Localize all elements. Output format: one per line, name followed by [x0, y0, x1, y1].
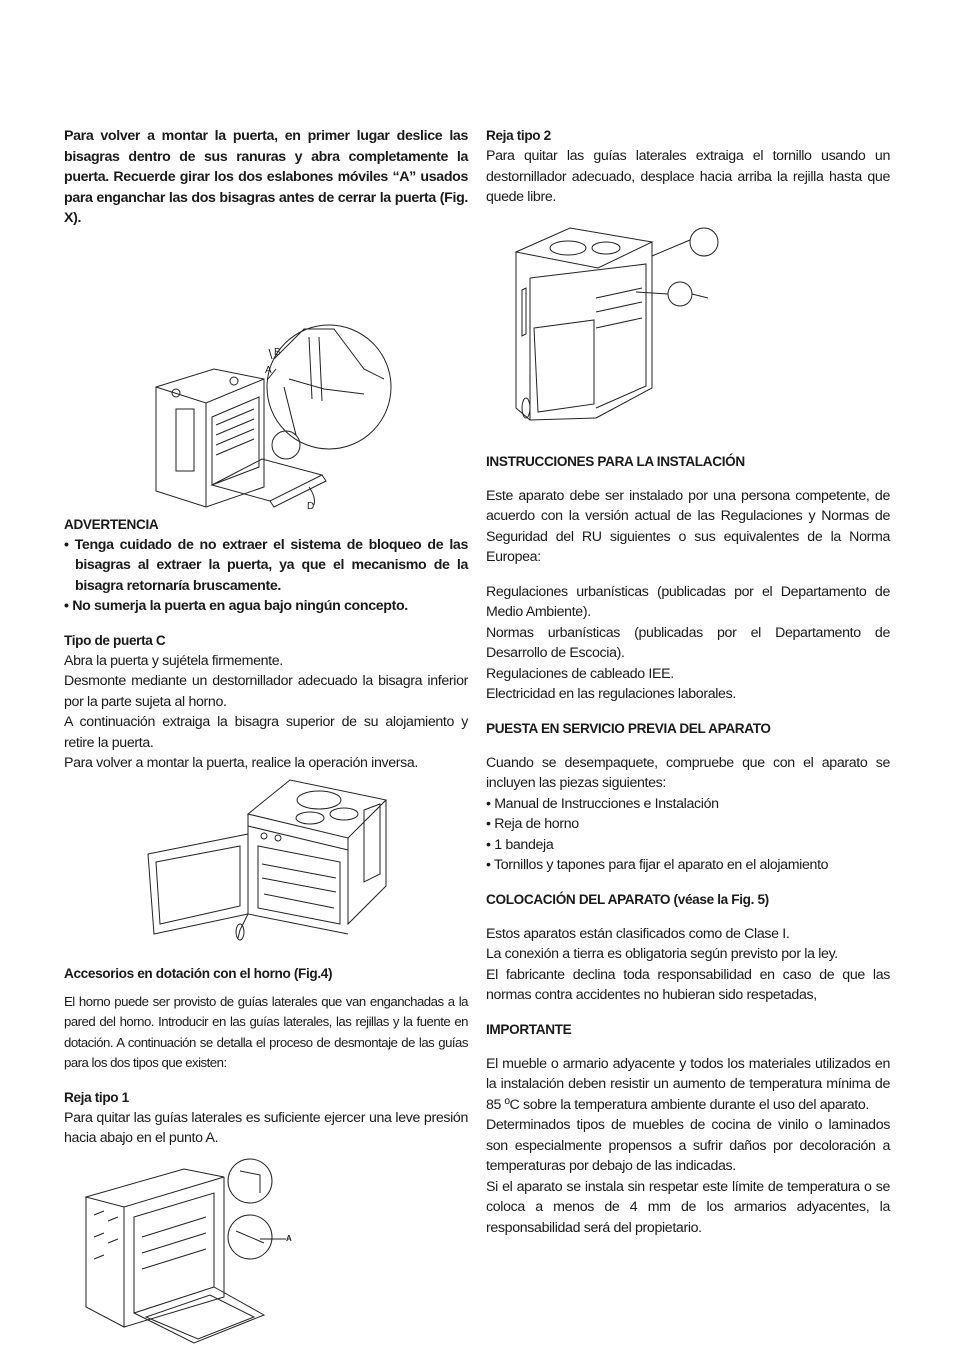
warning-title: ADVERTENCIA: [64, 516, 159, 532]
service-item-1: • Manual de Instrucciones e Instalación: [486, 795, 719, 812]
door-c-line-3: A continuación extraiga la bisagra superior de su alojamiento y retire la puerta.: [64, 714, 468, 751]
regulation-1: Regulaciones urbanísticas (publicadas por el Departamento de Medio Ambiente).: [486, 583, 890, 620]
right-column: [486, 126, 890, 1238]
install-text: Este aparato debe ser instalado por una persona competente, de acuerdo con la versión actual de las Regulaciones y Normas de Seguridad del RU siguientes o sus equivalentes de la Norma Europea:: [486, 487, 890, 565]
regulation-4: Electricidad en las regulaciones laborales.: [486, 686, 736, 702]
service-item-3: • 1 bandeja: [486, 836, 554, 853]
placement-line-1: Estos aparatos están clasificados como de Clase I.: [486, 925, 790, 942]
intro-paragraph: Para volver a montar la puerta, en primer lugar deslice las bisagras dentro de sus ranuras y abra completamente la puerta. Recuerde girar los dos eslabones móviles “A” usados para enganchar las dos bisagras antes de cerrar la puerta (Fig. X).: [64, 128, 468, 226]
label-a: A: [265, 364, 272, 376]
rack2-text: Para quitar las guías laterales extraiga el tornillo usando un destornillador adecuado, desplace hacia arriba la rejilla hasta que quede libre.: [486, 148, 890, 205]
rack-type-2-diagram: [486, 208, 890, 452]
oven-open-door-diagram: [64, 774, 468, 964]
service-item-4: • Tornillos y tapones para fijar el aparato en el alojamiento: [486, 857, 829, 873]
label-a-rack1: A: [286, 1233, 292, 1243]
oven-door-hinge-diagram: [64, 229, 468, 515]
placement-line-3: El fabricante declina toda responsabilidad en caso de que las normas contra accidentes no hubieran sido respetadas,: [486, 966, 890, 1003]
important-title: IMPORTANTE: [486, 1021, 572, 1037]
figure-rack-type-2: [486, 208, 890, 452]
service-item-2: • Reja de horno: [486, 816, 579, 832]
accessories-text: El horno puede ser provisto de guías laterales que van enganchadas a la pared del horno. Introducir en las guías laterales, las rejillas y la fuente en dotación. A continuación se detalla el proceso de desmontaje de las guías para los dos tipos que existen:: [64, 993, 468, 1070]
label-b: B: [274, 346, 281, 358]
important-line-2: Determinados tipos de muebles de cocina de vinilo o laminados son especialmente propensos a sufrir daños por decoloración a temperaturas por debajo de las indicadas.: [486, 1117, 890, 1174]
label-d: D: [307, 500, 315, 512]
rack-type-1-diagram: [64, 1157, 468, 1357]
figure-door-hinges: [64, 229, 468, 515]
service-title: PUESTA EN SERVICIO PREVIA DEL APARATO: [486, 720, 771, 736]
left-column: [64, 126, 468, 1357]
door-c-line-1: Abra la puerta y sujétela firmemente.: [64, 652, 283, 669]
important-line-1: El mueble o armario adyacente y todos los materiales utilizados en la instalación deben resistir un aumento de temperatura mínima de 85 ºC sobre la temperatura ambiente durante el uso del aparato.: [486, 1055, 890, 1113]
figure-rack-type-1: [64, 1157, 468, 1357]
door-c-line-2: Desmonte mediante un destornillador adecuado la bisagra inferior por la parte sujeta al horno.: [64, 673, 468, 710]
placement-title: COLOCACIÓN DEL APARATO (véase la Fig. 5): [486, 891, 769, 907]
rack1-title: Reja tipo 1: [64, 1089, 129, 1105]
placement-line-2: La conexión a tierra es obligatoria según previsto por la ley.: [486, 946, 838, 962]
figure-door-open: [64, 774, 468, 964]
important-line-3: Si el aparato se instala sin respetar este límite de temperatura o se coloca a menos de 4 mm de los armarios adyacentes, la responsabilidad será del propietario.: [486, 1178, 890, 1236]
door-c-title: Tipo de puerta C: [64, 632, 166, 648]
regulation-2: Normas urbanísticas (publicadas por el Departamento de Desarrollo de Escocia).: [486, 624, 890, 661]
rack1-text: Para quitar las guías laterales es suficiente ejercer una leve presión hacia abajo en el punto A.: [64, 1109, 468, 1146]
rack2-title: Reja tipo 2: [486, 128, 551, 143]
service-text: Cuando se desempaquete, compruebe que con el aparato se incluyen las piezas siguientes:: [486, 754, 890, 791]
regulation-3: Regulaciones de cableado IEE.: [486, 665, 674, 682]
install-title: INSTRUCCIONES PARA LA INSTALACIÓN: [486, 453, 745, 469]
warning-item-1: • Tenga cuidado de no extraer el sistema de bloqueo de las bisagras al extraer la puerta, ya que el mecanismo de la bisagra retornaría bruscamente.: [64, 536, 468, 594]
door-c-line-4: Para volver a montar la puerta, realice la operación inversa.: [64, 755, 419, 771]
warning-item-2: • No sumerja la puerta en agua bajo ningún concepto.: [64, 598, 408, 614]
accessories-title: Accesorios en dotación con el horno (Fig.4): [64, 965, 333, 981]
